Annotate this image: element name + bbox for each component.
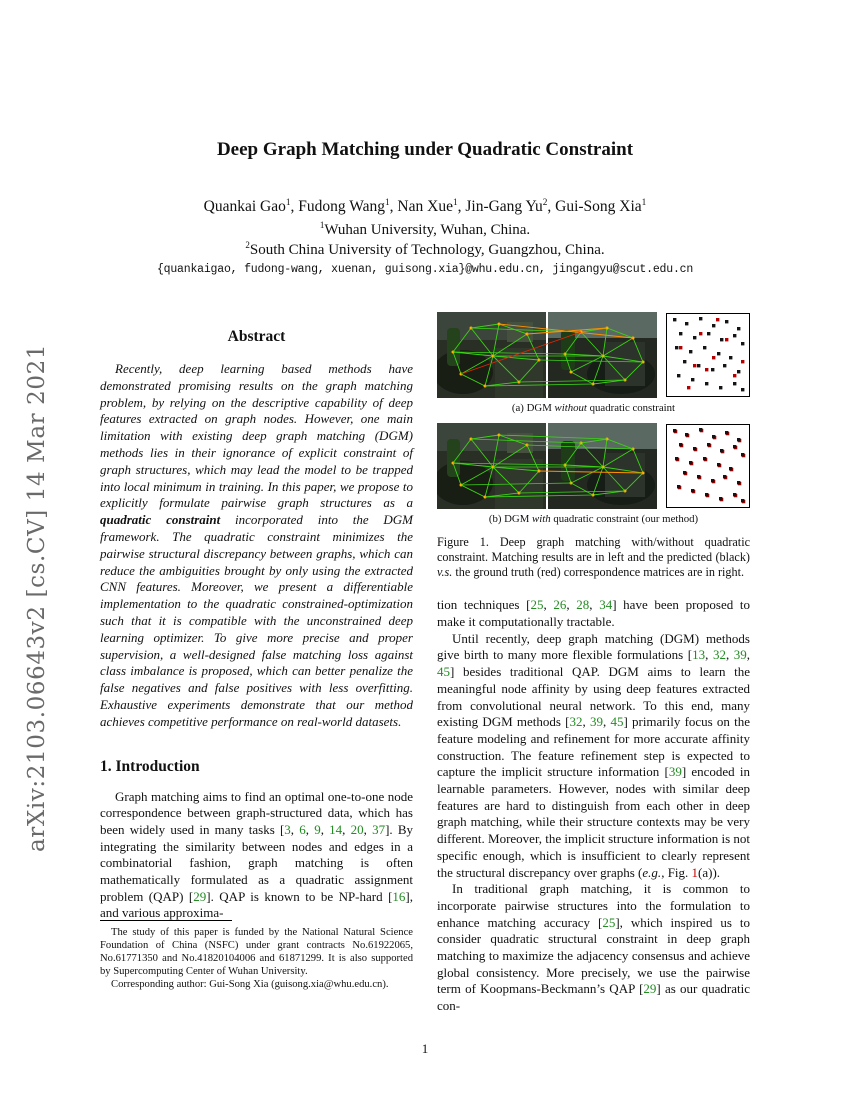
text-segment: , Fig. xyxy=(661,864,692,880)
figure1b-row xyxy=(437,423,750,509)
citation-link[interactable]: 25 xyxy=(602,914,616,930)
text-segment: with xyxy=(532,513,551,525)
text-segment: 2 xyxy=(245,240,250,250)
citation-link[interactable]: 14 xyxy=(329,821,343,837)
text-segment: quadratic constraint xyxy=(100,512,221,528)
text-segment: Figure 1. Deep graph matching with/without quadratic constraint. Matching results are in left and the predicted (black) xyxy=(437,535,750,565)
text-segment: In traditional graph matching, it is common to incorporate pairwise structures into the formulation to enhance matching accuracy [ xyxy=(437,881,750,930)
text-segment: incorporated into the DGM framework. The quadratic constraint minimizes the pairwise structural discrepancy between graphs, which can reduce the ambiguities brought by only using the extracted CNN features. Moreover, we present a differentiable implementation to the quadratic constrained-optimization such that it is compatible with the unconstrained deep learning optimizer. To give more precise and proper supervision, a well-designed false matching loss against class imbalance is proposed, which can better penalize the false negatives and false positives with less overfitting. Exhaustive experiments demonstrate that our method achieves competitive performance on real-world datasets. xyxy=(100,512,414,729)
citation-link[interactable]: 28 xyxy=(576,597,590,613)
text-segment: , Fudong Wang xyxy=(290,198,386,216)
affiliation-1 xyxy=(0,220,850,239)
figure-text-gap xyxy=(437,580,750,597)
text-segment: , xyxy=(705,647,713,663)
footnote-block xyxy=(100,920,413,992)
text-segment: v.s. xyxy=(437,565,453,580)
text-segment: Quankai Gao xyxy=(203,198,286,216)
text-segment: , xyxy=(290,821,300,837)
text-segment: tion techniques [ xyxy=(437,597,531,613)
citation-link[interactable]: 39 xyxy=(589,714,603,730)
figure1a-row xyxy=(437,312,750,398)
citation-link[interactable]: 13 xyxy=(692,647,706,663)
citation-link[interactable]: 34 xyxy=(599,597,613,613)
text-segment: (b) DGM xyxy=(488,513,533,525)
correspondence-matrix-b xyxy=(666,424,750,508)
citation-link[interactable]: 3 xyxy=(284,821,291,837)
matching-visualization-b xyxy=(437,423,657,509)
matching-visualization-a xyxy=(437,312,657,398)
citation-link[interactable]: 32 xyxy=(569,714,583,730)
introduction-paragraph xyxy=(100,789,413,923)
text-segment: , xyxy=(746,647,751,663)
citation-link[interactable]: 39 xyxy=(733,647,747,663)
figure1-caption xyxy=(437,535,750,580)
text-segment: ] besides traditional QAP. DGM aims to learn the meaningful node affinity by using deep features extracted from convolutional neural network. To this end, many existing DGM methods [ xyxy=(437,664,750,730)
citation-link[interactable]: 39 xyxy=(668,764,682,780)
paper-title: Deep Graph Matching under Quadratic Constraint xyxy=(216,139,634,160)
text-segment: (a)). xyxy=(698,864,721,880)
text-segment: , xyxy=(543,597,554,613)
citation-link[interactable]: 16 xyxy=(392,888,406,904)
citation-link[interactable]: 6 xyxy=(299,821,306,837)
text-segment: 1 xyxy=(641,198,647,208)
text-segment: Graph matching aims to find an optimal one-to-one node correspondence between graph-structured data, which has been widely used in many tasks [ xyxy=(100,788,413,837)
text-segment: , Gui-Song Xia xyxy=(547,198,642,216)
right-paragraph-1 xyxy=(437,597,750,630)
text-segment: , xyxy=(342,821,351,837)
text-segment: , Jin-Gang Yu xyxy=(457,198,543,216)
figure-ref-link[interactable]: 1 xyxy=(691,864,699,880)
left-column xyxy=(100,328,413,922)
right-paragraph-3 xyxy=(437,881,750,1015)
arxiv-watermark: arXiv:2103.06643v2 [cs.CV] 14 Mar 2021 xyxy=(24,343,50,852)
text-segment: , Nan Xue xyxy=(389,198,453,216)
affiliation-2 xyxy=(0,240,850,259)
citation-link[interactable]: 25 xyxy=(530,597,544,613)
text-segment: 1 xyxy=(319,220,325,230)
text-segment: , xyxy=(589,597,600,613)
citation-link[interactable]: 32 xyxy=(712,647,726,663)
citation-link[interactable]: 45 xyxy=(610,714,624,730)
text-segment: 1 xyxy=(385,198,390,208)
text-segment: , xyxy=(725,647,734,663)
text-segment: Recently, deep learning based methods have demonstrated promising results on the graph matching problem, by relying on the descriptive capability of deep features extracted on graph nodes. However, one main limitation with existing deep graph matching (DGM) methods lies in their ignorance of explicit constraint of graph structures, which may lead the model to be trapped into local minimum in training. In this paper, we propose to explicitly formulate pairwise graph structures as a xyxy=(100,361,413,511)
text-segment: the ground truth (red) correspondence matrices are in right. xyxy=(452,565,745,580)
text-segment: , xyxy=(363,821,373,837)
text-segment: without xyxy=(554,402,587,414)
email-line: {quankaigao, fudong-wang, xuenan, guisong.xia}@whu.edu.cn, jingangyu@scut.edu.cn xyxy=(156,263,694,276)
text-segment: , xyxy=(320,821,330,837)
text-segment: (a) DGM xyxy=(511,402,555,414)
text-segment: , xyxy=(305,821,315,837)
footnote-funding: The study of this paper is funded by the National Natural Science Foundation of China (NSFC) under grant contracts No.61922065, No.61771350 and No.41820104006 and 61871299. It is also supported by Supercomputing Center of Wuhan University. xyxy=(100,927,413,977)
text-segment: 1 xyxy=(285,198,291,208)
text-segment: Until recently, deep graph matching (DGM) methods give birth to many more flexible formulations [ xyxy=(437,630,750,663)
author-line xyxy=(0,198,850,216)
text-segment: ] encoded in learnable parameters. However, nodes with similar deep features are hard to distinguish from each other in deep graph matching, while their structure contexts may be very different. Moreover, the implicit structure information is not specific enough, which is insufficient to clearly represent the structural discrepancy over graphs ( xyxy=(437,764,750,880)
citation-link[interactable]: 26 xyxy=(553,597,567,613)
text-segment: quadratic constraint xyxy=(586,402,676,414)
citation-link[interactable]: 9 xyxy=(314,821,321,837)
text-segment: ] as our quadratic con- xyxy=(437,981,750,1014)
abstract-text xyxy=(100,361,413,731)
text-segment: ]. By integrating the similarity between nodes and edges in a combinatorial fashion, graph matching is often mathematically formulated as a quadratic assignment problem (QAP) [ xyxy=(100,821,414,904)
text-segment: ]. QAP is known to be NP-hard [ xyxy=(206,888,393,904)
abstract-heading: Abstract xyxy=(227,328,286,345)
footnote-corresponding: Corresponding author: Gui-Song Xia (guisong.xia@whu.edu.cn). xyxy=(111,978,389,990)
text-segment: e.g. xyxy=(642,864,662,880)
text-segment: ], and various approxima- xyxy=(100,888,413,921)
text-segment: , xyxy=(566,597,577,613)
text-segment: 2 xyxy=(542,198,548,208)
text-segment: 1 xyxy=(452,198,458,208)
text-segment: , xyxy=(602,714,611,730)
text-segment: ] have been proposed to make it computationally tractable. xyxy=(437,597,750,629)
right-paragraph-2 xyxy=(437,631,750,882)
citation-link[interactable]: 29 xyxy=(643,981,657,997)
text-segment: ], which inspired us to consider quadratic structural constraint in deep graph matching to maximize the adjacency consensus and achieve global consistency. More precisely, we use the pairwise term of Koopmans-Beckmann’s QAP [ xyxy=(437,914,751,997)
text-segment: Wuhan University, Wuhan, China. xyxy=(324,222,531,238)
text-segment: ] primarily focus on the feature modeling and refinement for more accurate affinity construction. The feature refinement step is expected to capture the implicit structure information [ xyxy=(437,714,751,780)
figure1a-subcaption xyxy=(437,402,750,414)
text-segment: , xyxy=(582,714,590,730)
footnote-rule xyxy=(100,920,232,921)
figure1b-subcaption xyxy=(437,513,750,525)
citation-link[interactable]: 20 xyxy=(350,821,364,837)
correspondence-matrix-a xyxy=(666,313,750,397)
text-segment: quadratic constraint (our method) xyxy=(550,513,699,525)
citation-link[interactable]: 45 xyxy=(437,664,450,680)
citation-link[interactable]: 29 xyxy=(193,888,207,904)
right-column xyxy=(437,312,750,1015)
page-number: 1 xyxy=(421,1041,429,1056)
citation-link[interactable]: 37 xyxy=(372,821,386,837)
text-segment: South China University of Technology, Guangzhou, China. xyxy=(249,242,605,258)
section-heading-introduction: 1. Introduction xyxy=(100,757,200,775)
